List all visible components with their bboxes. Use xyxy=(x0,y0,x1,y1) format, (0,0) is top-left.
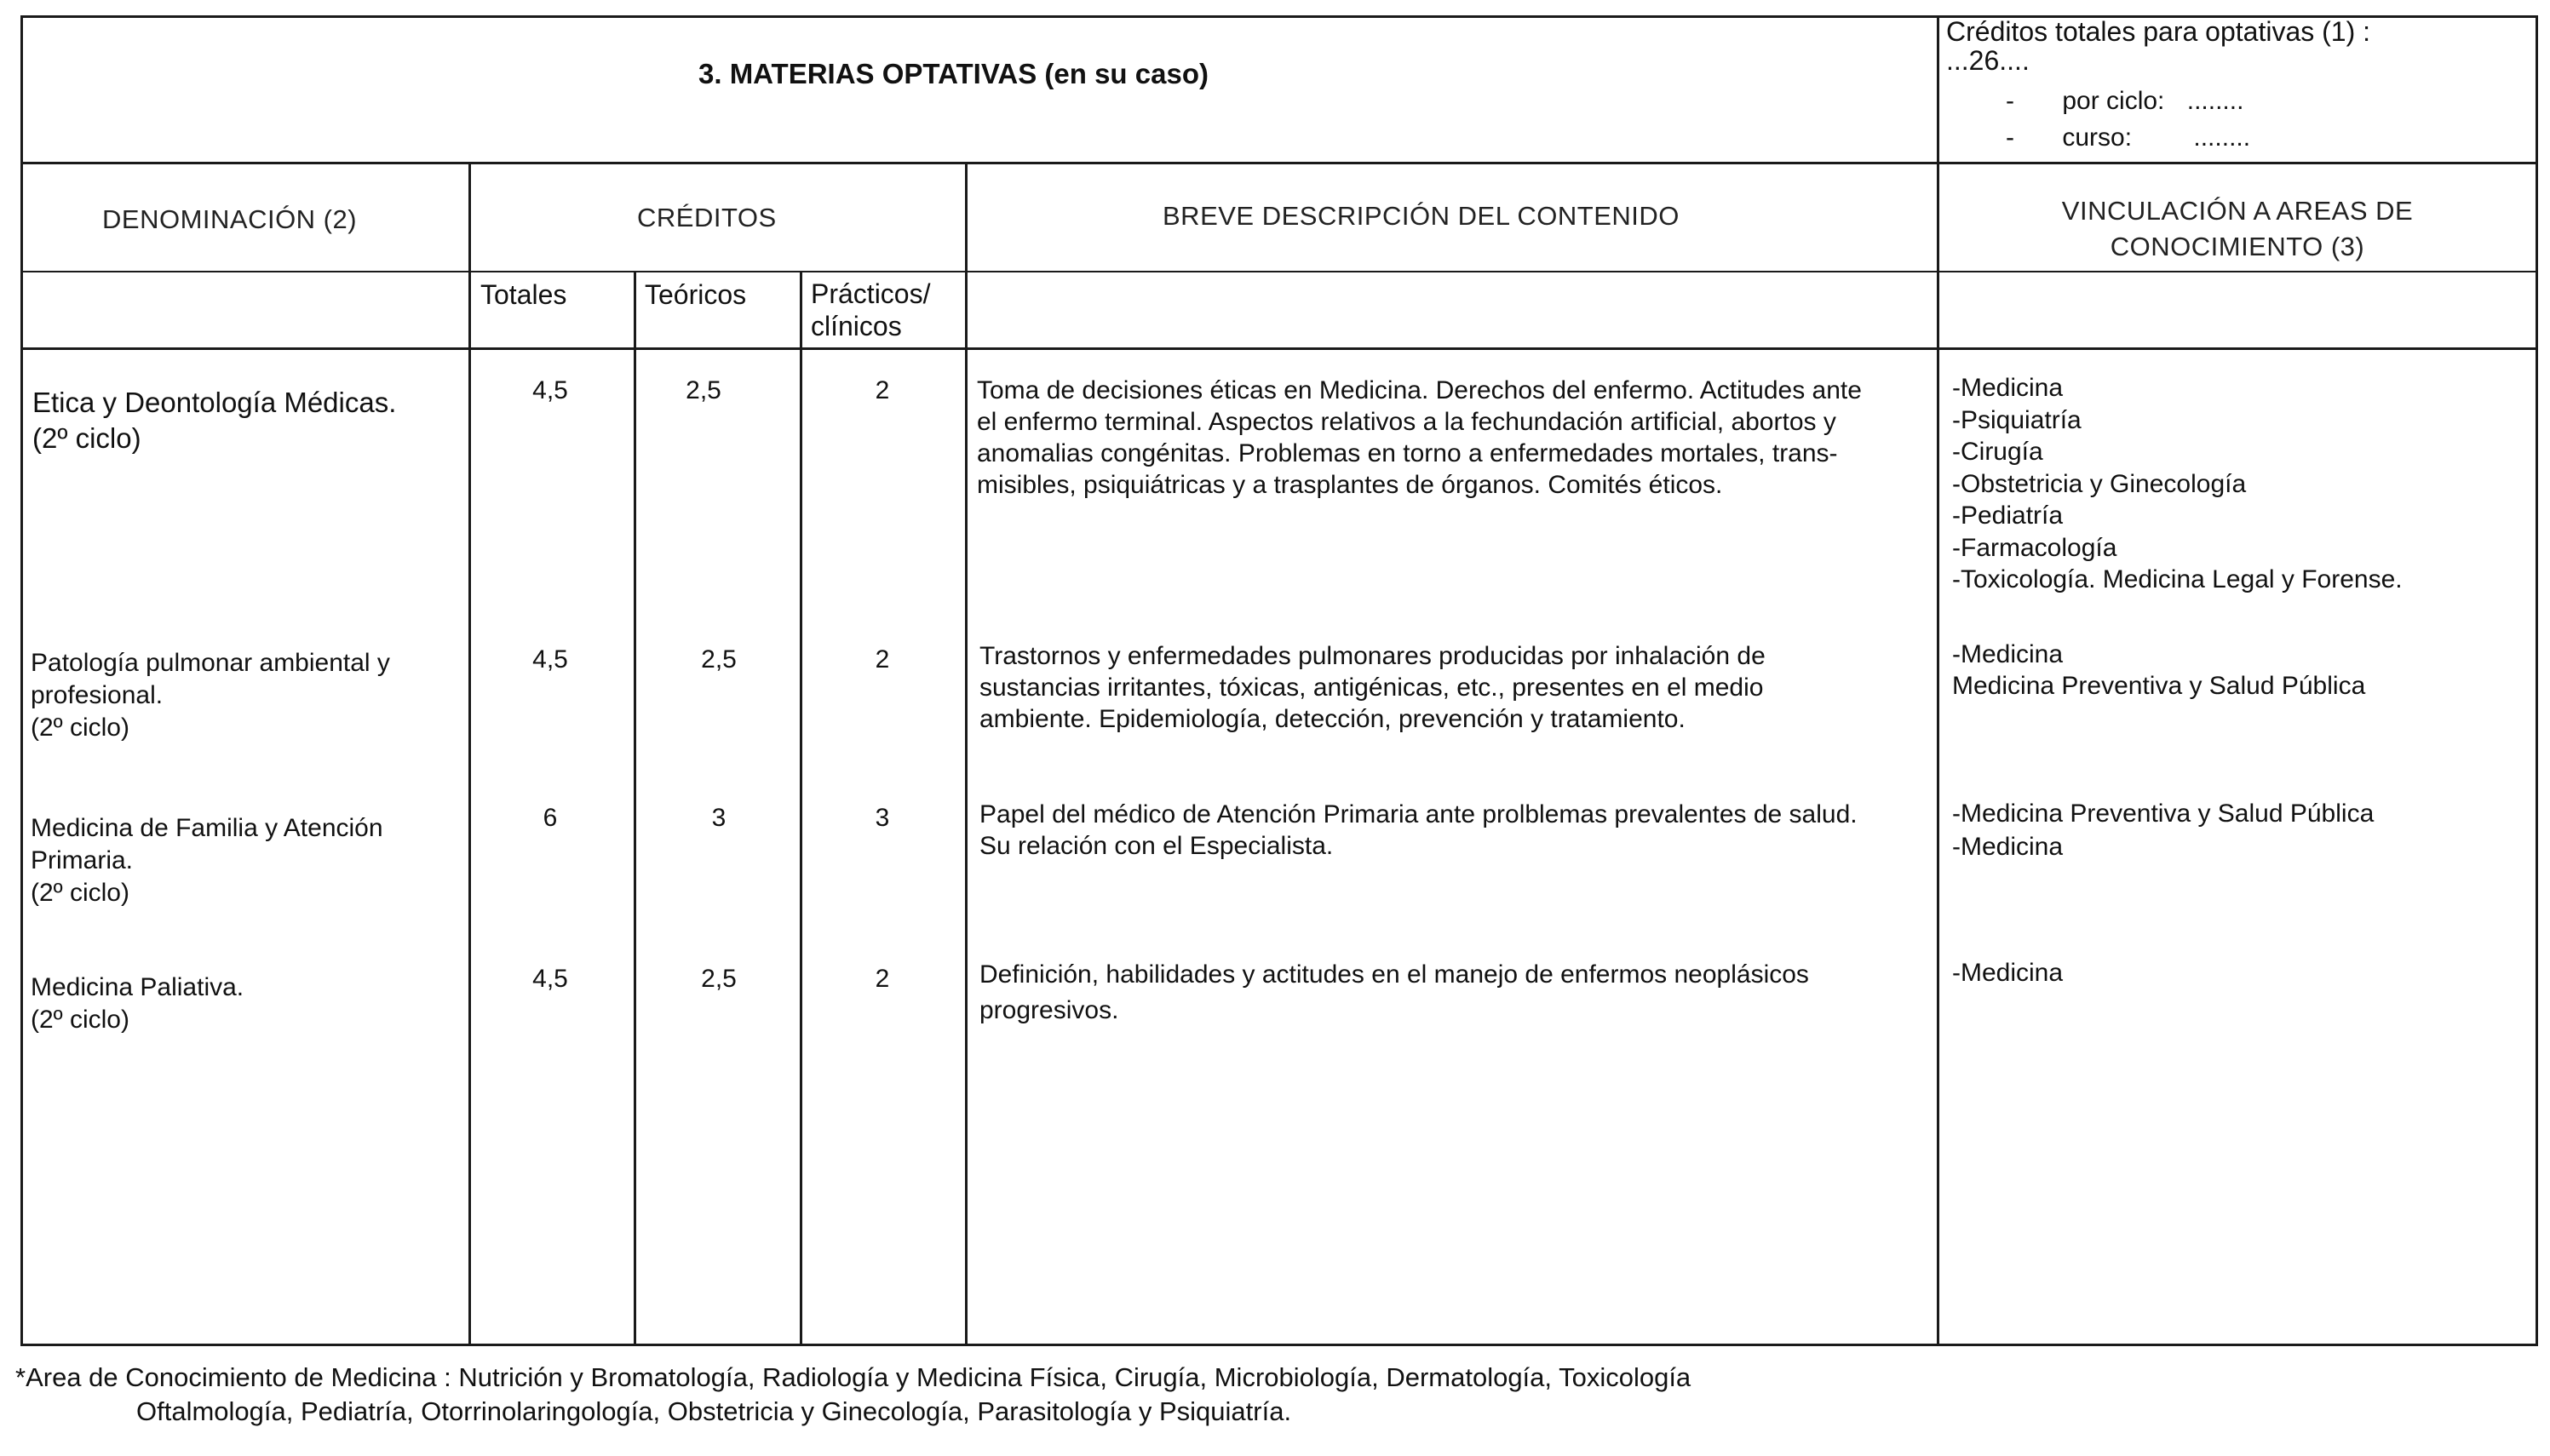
section-title: 3. MATERIAS OPTATIVAS (en su caso) xyxy=(698,58,1209,89)
col-line-teoricos xyxy=(800,271,802,1345)
area-item: -Medicina xyxy=(1952,959,2064,987)
per-cycle-value: ........ xyxy=(2186,87,2244,115)
subject-description xyxy=(979,640,1766,735)
footnote-line-2: Oftalmología, Pediatría, Otorrinolaringología, Obstetricia y Ginecología, Parasitología y Psiquiatría. xyxy=(136,1396,1292,1426)
col-header-areas-line2: CONOCIMIENTO (3) xyxy=(2110,232,2365,261)
per-cycle-row xyxy=(2006,87,2243,116)
description-line: Definición, habilidades y actitudes en el manejo de enfermos neoplásicos xyxy=(979,960,1809,989)
subject-cycle: (2º ciclo) xyxy=(31,1006,129,1034)
description-line: Su relación con el Especialista. xyxy=(979,832,1334,860)
subject-name xyxy=(31,647,390,744)
area-item: -Medicina xyxy=(1952,640,2064,668)
per-cycle-dash: - xyxy=(2006,87,2014,115)
subject-name-line: Patología pulmonar ambiental y xyxy=(31,649,390,677)
subject-name-line: Medicina de Familia y Atención xyxy=(31,814,383,842)
area-item: -Pediatría xyxy=(1952,502,2064,530)
subheader-practicos-line2: clínicos xyxy=(811,311,902,341)
area-item: -Obstetricia y Ginecología xyxy=(1952,469,2247,498)
area-item: -Toxicología. Medicina Legal y Forense. xyxy=(1952,565,2403,593)
area-item: Medicina Preventiva y Salud Pública xyxy=(1952,672,2366,700)
subject-name-line: Etica y Deontología Médicas. xyxy=(32,387,397,418)
subject-name-line: Primaria. xyxy=(31,846,134,874)
description-line: sustancias irritantes, tóxicas, antigénicas, etc., presentes en el medio xyxy=(979,674,1764,702)
course-dash: - xyxy=(2006,123,2014,152)
area-list xyxy=(1952,639,2365,702)
col-line-totales xyxy=(634,271,636,1345)
per-cycle-label: por ciclo: xyxy=(2062,87,2165,115)
credits-totales: 4,5 xyxy=(532,376,568,404)
subject-cycle: (2º ciclo) xyxy=(31,714,129,742)
col-header-description: BREVE DESCRIPCIÓN DEL CONTENIDO xyxy=(1163,201,1680,231)
description-line: Trastornos y enfermedades pulmonares producidas por inhalación de xyxy=(979,642,1766,670)
total-credits-label: Créditos totales para optativas (1) : xyxy=(1946,16,2371,47)
area-list xyxy=(1952,957,2063,989)
col-line-description xyxy=(1937,15,1939,1345)
total-credits-value: ...26.... xyxy=(1946,45,2030,76)
subject-description xyxy=(977,375,1862,501)
subheader-practicos xyxy=(811,278,930,342)
area-list xyxy=(1952,797,2374,863)
area-item: -Medicina Preventiva y Salud Pública xyxy=(1952,800,2375,828)
description-line: progresivos. xyxy=(979,996,1119,1024)
credits-teoricos: 2,5 xyxy=(686,376,721,404)
table-border-right xyxy=(2536,15,2538,1346)
credits-totales: 4,5 xyxy=(532,645,568,674)
footnote xyxy=(15,1361,1691,1429)
description-line: ambiente. Epidemiología, detección, prevención y tratamiento. xyxy=(979,705,1686,733)
colhead-bottom-line xyxy=(20,271,2538,272)
subject-cycle: (2º ciclo) xyxy=(31,879,129,907)
subheader-teoricos: Teóricos xyxy=(645,279,747,310)
description-line: anomalias congénitas. Problemas en torno a enfermedades mortales, trans- xyxy=(977,439,1838,467)
credits-practicos: 2 xyxy=(875,376,890,404)
credits-teoricos: 2,5 xyxy=(701,965,737,993)
col-header-denomination: DENOMINACIÓN (2) xyxy=(102,204,358,234)
col-header-areas xyxy=(1942,193,2533,265)
subject-description xyxy=(979,957,1809,1029)
course-label: curso: xyxy=(2062,123,2133,152)
description-line: el enfermo terminal. Aspectos relativos a la fechundación artificial, abortos y xyxy=(977,408,1836,436)
description-line: Papel del médico de Atención Primaria ante prolblemas prevalentes de salud. xyxy=(979,800,1858,828)
description-line: Toma de decisiones éticas en Medicina. Derechos del enfermo. Actitudes ante xyxy=(977,376,1862,404)
subject-name xyxy=(31,972,244,1036)
footnote-line-1: *Area de Conocimiento de Medicina : Nutrición y Bromatología, Radiología y Medicina Física, Cirugía, Microbiología, Dermatología, Toxicología xyxy=(15,1362,1691,1392)
course-row xyxy=(2006,123,2250,152)
subject-cycle: (2º ciclo) xyxy=(32,422,141,454)
credits-practicos: 2 xyxy=(875,965,890,993)
credits-teoricos: 3 xyxy=(711,804,727,832)
subject-name-line: Medicina Paliativa. xyxy=(31,973,244,1001)
table-border-left xyxy=(20,15,23,1346)
credits-practicos: 3 xyxy=(875,804,890,832)
description-line: misibles, psiquiátricas y a trasplantes de órganos. Comités éticos. xyxy=(977,471,1723,499)
table-border-bottom xyxy=(20,1344,2538,1346)
subject-name xyxy=(32,385,396,456)
area-item: -Medicina xyxy=(1952,374,2064,402)
credits-teoricos: 2,5 xyxy=(701,645,737,674)
area-list xyxy=(1952,372,2403,596)
subheader-totales: Totales xyxy=(480,279,567,310)
area-item: -Farmacología xyxy=(1952,533,2117,562)
subject-name-line: profesional. xyxy=(31,681,164,709)
area-item: -Psiquiatría xyxy=(1952,405,2082,434)
subject-name xyxy=(31,812,383,909)
course-value: ........ xyxy=(2193,123,2251,152)
col-line-denomination xyxy=(468,162,471,1345)
col-line-credits xyxy=(965,162,968,1345)
area-item: -Cirugía xyxy=(1952,438,2043,466)
subject-description xyxy=(979,799,1858,862)
subhead-bottom-line xyxy=(20,347,2538,350)
credits-totales: 6 xyxy=(543,804,558,832)
col-header-areas-line1: VINCULACIÓN A AREAS DE xyxy=(2061,196,2414,226)
credits-practicos: 2 xyxy=(875,645,890,674)
total-credits-block xyxy=(1946,17,2370,75)
col-header-credits: CRÉDITOS xyxy=(637,203,777,232)
credits-totales: 4,5 xyxy=(532,965,568,993)
header-bottom-line xyxy=(20,162,2538,164)
area-item: -Medicina xyxy=(1952,833,2064,861)
subheader-practicos-line1: Prácticos/ xyxy=(811,278,931,309)
